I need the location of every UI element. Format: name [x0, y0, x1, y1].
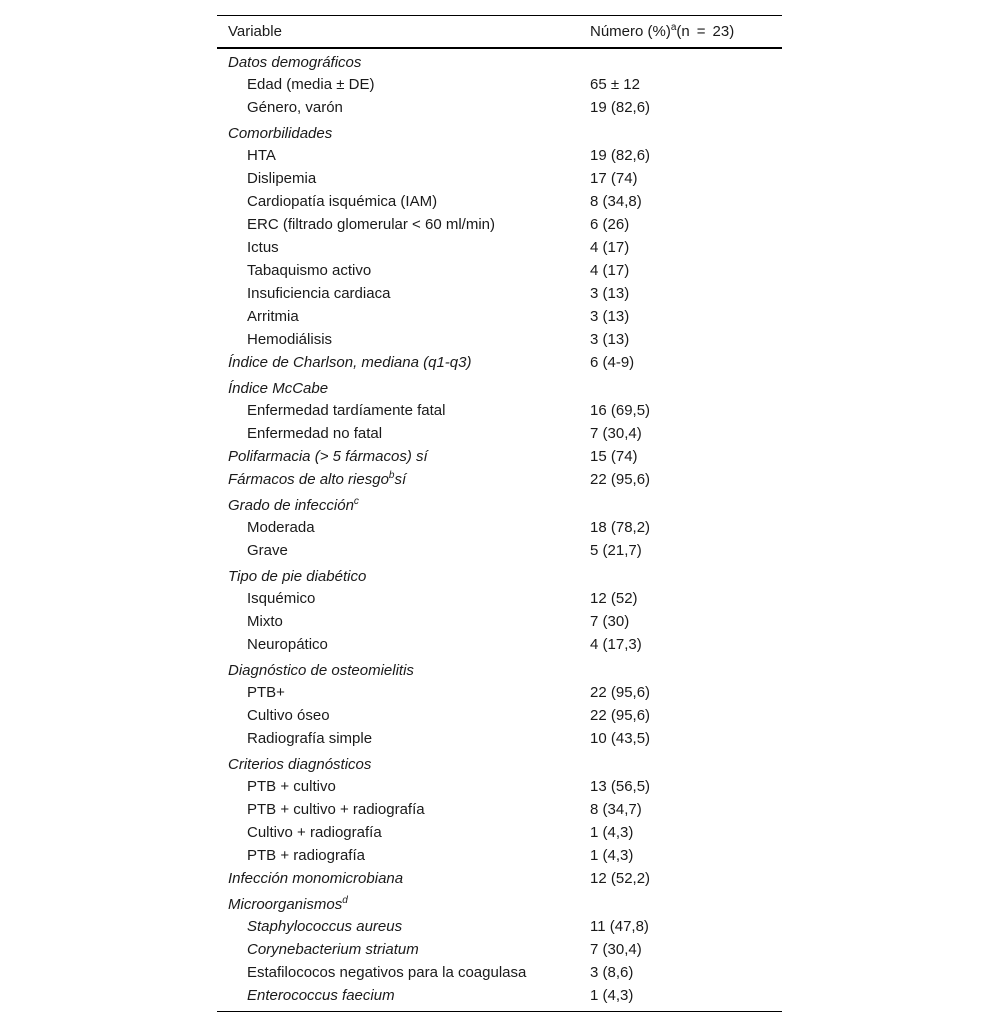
row-label [217, 984, 579, 1011]
row-value: 5 (21,7) [590, 542, 642, 559]
table-row [217, 727, 782, 750]
row-label-text: Moderada [247, 519, 315, 536]
row-label [217, 633, 579, 656]
row-label-text: HTA [247, 147, 276, 164]
row-label [217, 610, 579, 633]
row-label-text: Radiografía simple [247, 730, 373, 747]
row-label [217, 351, 579, 374]
row-value: 18 (78,2) [590, 519, 651, 536]
row-value [579, 890, 782, 915]
header-footnote-a: a [670, 22, 677, 33]
row-label-text: Grado de infección [228, 497, 354, 514]
row-label-text: Microorganismos [228, 896, 343, 913]
row-label-text: Criterios diagnósticos [228, 756, 372, 773]
table-row [217, 399, 782, 422]
row-label [217, 144, 579, 167]
table-row [217, 539, 782, 562]
row-value [579, 562, 782, 587]
footnote-marker: b [388, 470, 395, 481]
footnote-marker: d [342, 895, 348, 906]
table-row [217, 587, 782, 610]
row-value: 3 (13) [590, 285, 630, 302]
row-label [217, 422, 579, 445]
row-value: 19 (82,6) [590, 147, 651, 164]
row-label-text: Dislipemia [247, 170, 317, 187]
row-value [579, 750, 782, 775]
table-row [217, 984, 782, 1011]
row-label [217, 539, 579, 562]
row-label-text: PTB + cultivo [247, 778, 336, 795]
table-row [217, 422, 782, 445]
row-value: 1 (4,3) [590, 847, 634, 864]
row-label-text: Fármacos de alto riesgo [228, 471, 389, 488]
row-value: 19 (82,6) [590, 99, 651, 116]
header-numero: Número (%)$^a$(n = 23) [590, 22, 735, 40]
table-row [217, 119, 782, 144]
row-label-text: PTB + cultivo + radiografía [247, 801, 425, 818]
row-value: 11 (47,8) [590, 918, 649, 935]
table-row [217, 704, 782, 727]
row-value: 12 (52) [590, 590, 638, 607]
row-value: 22 (95,6) [590, 471, 651, 488]
table-row [217, 938, 782, 961]
row-label-text: Cultivo + radiografía [247, 824, 382, 841]
row-value [579, 119, 782, 144]
row-label-text: Tabaquismo activo [247, 262, 372, 279]
table-row [217, 167, 782, 190]
row-label-text: Neuropático [247, 636, 328, 653]
footnote-marker: c [353, 496, 359, 507]
row-label-text: Enfermedad tardíamente fatal [247, 402, 446, 419]
row-label [217, 73, 579, 96]
row-value: 7 (30,4) [590, 941, 642, 958]
row-value [579, 656, 782, 681]
row-value: 3 (13) [590, 308, 630, 325]
table-row [217, 915, 782, 938]
row-label-text: Hemodiálisis [247, 331, 333, 348]
row-label-text: Isquémico [247, 590, 316, 607]
row-label [217, 798, 579, 821]
row-label [217, 516, 579, 539]
row-value: 4 (17,3) [590, 636, 642, 653]
row-label-text: Enterococcus faecium [247, 986, 395, 1004]
table-row [217, 96, 782, 119]
row-label [217, 775, 579, 798]
row-label-text: Índice McCabe [228, 380, 329, 397]
table-row [217, 445, 782, 468]
row-label-text: Insuficiencia cardiaca [247, 285, 391, 302]
row-label [217, 587, 579, 610]
table-header-row [217, 16, 782, 49]
row-label [217, 445, 579, 468]
row-value: 4 (17) [590, 239, 630, 256]
table-row [217, 374, 782, 399]
table-row [217, 351, 782, 374]
row-value: 7 (30,4) [590, 425, 642, 442]
table-body [217, 48, 782, 1011]
table-row [217, 890, 782, 915]
row-value: 8 (34,8) [590, 193, 642, 210]
row-label-text: Datos demográficos [228, 54, 362, 71]
table-row [217, 144, 782, 167]
table-row [217, 73, 782, 96]
row-label [217, 328, 579, 351]
row-value: 15 (74) [590, 448, 638, 465]
table-row [217, 610, 782, 633]
row-value: 22 (95,6) [590, 684, 651, 701]
table-row [217, 681, 782, 704]
row-label [217, 727, 579, 750]
row-value: 6 (4-9) [590, 354, 635, 371]
table-row [217, 328, 782, 351]
row-label [217, 867, 579, 890]
table-row [217, 821, 782, 844]
row-label-text: Cultivo óseo [247, 707, 330, 724]
row-label-text: Estafilococos negativos para la coagulasa [247, 964, 527, 981]
row-label [217, 468, 579, 491]
table-row [217, 48, 782, 73]
table-row [217, 259, 782, 282]
row-value: 3 (13) [590, 331, 630, 348]
row-label-text: Comorbilidades [228, 125, 333, 142]
row-label [217, 96, 579, 119]
table-row [217, 213, 782, 236]
table-row [217, 491, 782, 516]
row-label-text: Género, varón [247, 99, 343, 116]
row-value: 65 ± 12 [590, 76, 640, 93]
row-value: 16 (69,5) [590, 402, 651, 419]
row-value [579, 374, 782, 399]
table-row [217, 844, 782, 867]
row-label-text: PTB+ [247, 684, 285, 701]
row-label-text: Arritmia [247, 308, 299, 325]
row-label [217, 681, 579, 704]
row-label-text: Tipo de pie diabético [228, 568, 367, 585]
row-label [217, 750, 579, 775]
row-value: 3 (8,6) [590, 964, 634, 981]
row-label [217, 213, 579, 236]
row-label [217, 844, 579, 867]
row-label [217, 399, 579, 422]
row-label [217, 915, 579, 938]
row-label [217, 259, 579, 282]
row-label-text: Polifarmacia (> 5 fármacos) sí [228, 448, 428, 465]
table-row [217, 867, 782, 890]
row-value [579, 48, 782, 73]
data-table-container [217, 15, 782, 1012]
table-row [217, 190, 782, 213]
row-label-text: Grave [247, 542, 288, 559]
row-value: 4 (17) [590, 262, 630, 279]
table-row [217, 305, 782, 328]
row-label-text: Índice de Charlson, mediana (q1-q3) [228, 354, 472, 371]
row-label [217, 119, 579, 144]
table-row [217, 656, 782, 681]
row-label [217, 562, 579, 587]
table-row [217, 633, 782, 656]
row-label-suffix: sí [394, 471, 407, 488]
row-label [217, 190, 579, 213]
row-label [217, 305, 579, 328]
row-label [217, 167, 579, 190]
row-value [579, 491, 782, 516]
table-row [217, 468, 782, 491]
row-value: 10 (43,5) [590, 730, 651, 747]
row-label [217, 656, 579, 681]
row-value: 12 (52,2) [590, 870, 651, 887]
table-row [217, 282, 782, 305]
row-value: 22 (95,6) [590, 707, 651, 724]
row-value: 7 (30) [590, 613, 630, 630]
row-label-text: Corynebacterium striatum [247, 941, 419, 958]
table-row [217, 562, 782, 587]
row-value: 8 (34,7) [590, 801, 642, 818]
row-value: 6 (26) [590, 216, 630, 233]
row-label-text: Infección monomicrobiana [228, 870, 404, 887]
row-label-text: Diagnóstico de osteomielitis [228, 662, 414, 679]
table-row [217, 961, 782, 984]
row-label-text: Mixto [247, 613, 283, 630]
row-label [217, 491, 579, 516]
row-label [217, 236, 579, 259]
row-label-text: ERC (filtrado glomerular < 60 ml/min) [247, 216, 495, 233]
row-label [217, 282, 579, 305]
row-label-text: Edad (media ± DE) [247, 76, 375, 93]
table-row [217, 798, 782, 821]
row-label [217, 890, 579, 915]
row-value: 1 (4,3) [590, 824, 634, 841]
row-label [217, 374, 579, 399]
row-label [217, 938, 579, 961]
row-label [217, 961, 579, 984]
row-label [217, 48, 579, 73]
row-label [217, 821, 579, 844]
row-value: 13 (56,5) [590, 778, 651, 795]
table-row [217, 775, 782, 798]
patient-characteristics-table [217, 15, 782, 1012]
row-value: 1 (4,3) [590, 986, 634, 1004]
row-label-text: Ictus [247, 239, 279, 256]
table-row [217, 750, 782, 775]
row-label [217, 704, 579, 727]
row-value: 17 (74) [590, 170, 638, 187]
header-variable: Variable [228, 23, 282, 40]
row-label-text: Enfermedad no fatal [247, 425, 383, 442]
table-row [217, 516, 782, 539]
row-label-text: Staphylococcus aureus [247, 918, 403, 935]
row-label-text: PTB + radiografía [247, 847, 365, 864]
table-row [217, 236, 782, 259]
row-label-text: Cardiopatía isquémica (IAM) [247, 193, 438, 210]
